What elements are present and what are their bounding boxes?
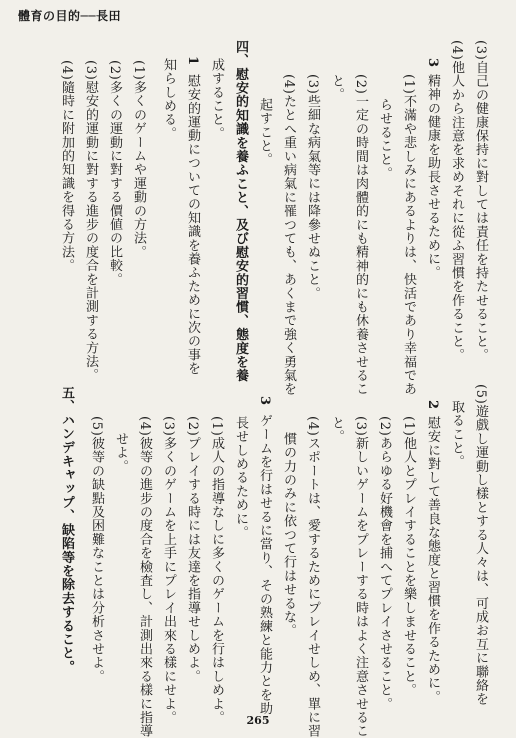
text-column: 知らしめる。 <box>161 58 176 141</box>
text-column: と。 <box>329 416 344 444</box>
text-column: (4)たとへ重い病氣に罹つても、あくまで強く勇氣を <box>281 74 296 396</box>
text-column: (2)一定の時間は肉體的にも精神的にも休養させるこ <box>353 74 368 396</box>
text-column: (4)他人から注意を求めそれに從ふ習慣を作ること。 <box>449 40 464 362</box>
text-column: (3)自己の健康保持に對しては責任を持たせること。 <box>473 40 488 362</box>
text-column: (4)彼等の進步の度合を檢査し、計測出來る樣に指導 <box>137 416 152 738</box>
text-column: (3)新しいゲームをプレーする時はよく注意させるこ <box>353 416 368 738</box>
text-column: (4)スポートは、愛するためにプレイせしめ、單に習 <box>305 416 320 738</box>
text-column: (3)慰安的運動に對する進步の度合を計測する方法。 <box>83 60 98 382</box>
text-column: と。 <box>329 74 344 102</box>
text-column: (4)隨時に附加的知識を得る方法。 <box>59 60 74 273</box>
text-column: 取ること。 <box>449 400 464 469</box>
text-column: (2)あらゆる好機會を捕へてプレイさせること。 <box>377 416 392 711</box>
section-number: 3 <box>425 58 440 68</box>
text-column: ゲームを行はせるに當り、その熟練と能力とを助 <box>257 414 272 716</box>
running-header: 體育の目的──長田 <box>18 9 121 23</box>
section-number: 1 <box>185 56 200 66</box>
text-column: 慰安に對して善良な態度と習慣を作るために。 <box>425 416 440 704</box>
text-column: せよ。 <box>113 432 128 474</box>
text-column: (5)彼等の缺點及困難なことは分析させよ。 <box>89 416 104 684</box>
text-column: (1)多くのゲームや運動の方法。 <box>131 60 146 259</box>
text-column: (1)不滿や悲しみにあるよりは、快活であり幸福であ <box>401 74 416 396</box>
text-column: (2)プレイする時には友達を指導せしめよ。 <box>185 416 200 684</box>
text-column: (1)他人とプレイすることを樂しませること。 <box>401 416 416 697</box>
text-column: (1)成人の指導なしに多くのゲームを行はしめよ。 <box>209 416 224 725</box>
text-column: (3)些細な病氣等には降參せぬこと。 <box>305 74 320 301</box>
text-column: (5)遊戲し運動し樣とする人々は、可成お互に聯絡を <box>473 384 488 706</box>
section-number: 2 <box>425 400 440 410</box>
text-column: (2)多くの運動に對する價値の比較。 <box>107 60 122 287</box>
section-number: 3 <box>257 396 272 406</box>
text-column: らせること。 <box>377 98 392 181</box>
text-column: 精神の健康を助長させるために。 <box>425 74 440 280</box>
text-column: 長せしめるために。 <box>233 416 248 540</box>
text-column: 成すること。 <box>209 58 224 141</box>
page-number: 265 <box>246 714 270 727</box>
text-column: 慰安的運動についての知識を養ふために次の事を <box>185 74 200 376</box>
section-heading: 五、ハンデキャップ、缺陷等を除去すること。 <box>59 386 74 674</box>
text-column: 慣の力のみに依つて行はせるな。 <box>281 432 296 638</box>
text-column: (3)多くのゲームを上手にプレイ出來る樣にせよ。 <box>161 416 176 725</box>
text-column: 起すこと。 <box>257 98 272 167</box>
section-heading: 四、慰安的知識を養ふこと、及び慰安的習慣、態度を養 <box>233 40 248 383</box>
